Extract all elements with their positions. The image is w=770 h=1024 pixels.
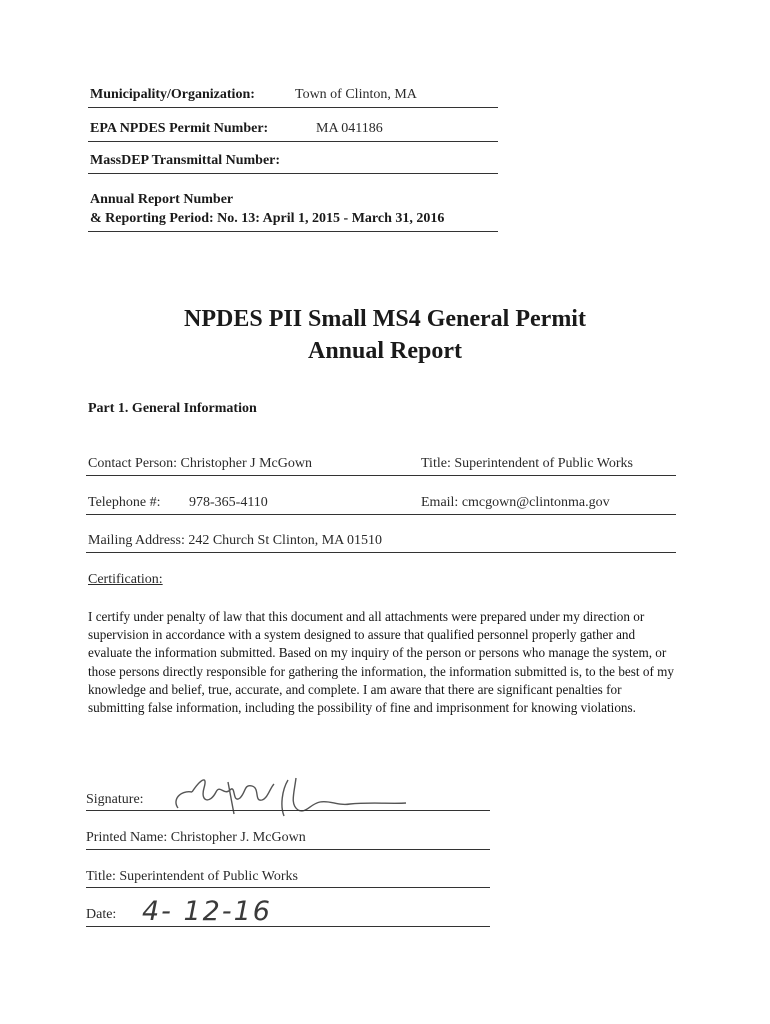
title-underline (86, 887, 490, 888)
certification-text: I certify under penalty of law that this document and all attachments were prepared under my direction or supervision in accordance with a system designed to assure that qualified personnel properly gather and evaluate the information submitted. Based on my inquiry of the person or persons who manage the system, or those persons directly responsible for gathering the information, the information submitted is, to the best of my knowledge and belief, true, accurate, and complete. I am aware that there are significant penalties for submitting false information, including the possibility of fine and imprisonment for knowing violations. (88, 609, 674, 716)
contact-person: Contact Person: Christopher J McGown (88, 456, 312, 471)
reporting-underline (88, 231, 498, 232)
municipality-underline (88, 107, 498, 108)
contact-underline (86, 475, 676, 476)
contact-title: Title: Superintendent of Public Works (421, 456, 633, 471)
date-underline (86, 926, 490, 927)
municipality-value: Town of Clinton, MA (295, 87, 417, 102)
telephone-value: 978-365-4110 (189, 495, 268, 510)
transmittal-label: MassDEP Transmittal Number: (90, 153, 281, 168)
permit-value: MA 041186 (316, 121, 383, 136)
permit-underline (88, 141, 498, 142)
date-value: 4- 12-16 (142, 896, 272, 927)
printed-name-underline (86, 849, 490, 850)
printed-name: Printed Name: Christopher J. McGown (86, 830, 306, 845)
address-underline (86, 552, 676, 553)
document-title: NPDES PII Small MS4 General Permit (184, 306, 586, 332)
signature-underline (86, 810, 490, 811)
municipality-label: Municipality/Organization: (90, 87, 255, 102)
transmittal-underline (88, 173, 498, 174)
date-label: Date: (86, 907, 117, 922)
document-subtitle: Annual Report (307, 338, 463, 364)
telephone-label: Telephone #: (88, 495, 161, 510)
telephone-underline (86, 514, 676, 515)
email: Email: cmcgown@clintonma.gov (421, 495, 610, 510)
permit-label: EPA NPDES Permit Number: (90, 121, 269, 136)
section-heading: Part 1. General Information (88, 401, 257, 416)
report-number-label: Annual Report Number (90, 192, 234, 207)
reporting-period: & Reporting Period: No. 13: April 1, 2015 - March 31, 2016 (90, 211, 445, 226)
certification-label: Certification: (88, 572, 163, 587)
signature-label: Signature: (86, 792, 144, 807)
signature-image (170, 770, 420, 830)
mailing-address: Mailing Address: 242 Church St Clinton, MA 01510 (88, 533, 383, 548)
signer-title: Title: Superintendent of Public Works (86, 869, 298, 884)
